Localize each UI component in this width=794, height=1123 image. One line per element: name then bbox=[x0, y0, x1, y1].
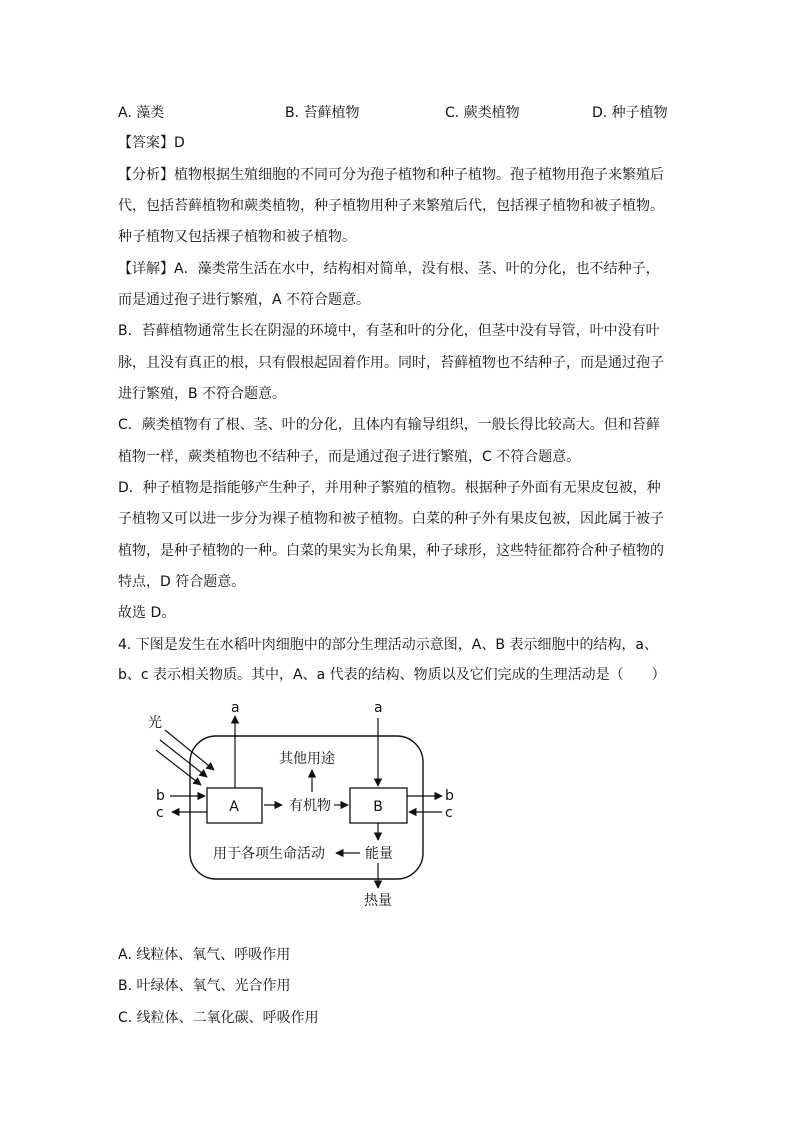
structure-b-label: B bbox=[373, 799, 383, 815]
analysis-line-3: 种子植物又包括裸子植物和被子植物。 bbox=[118, 229, 356, 245]
detail-line-9: 子植物又可以进一步分为裸子植物和被子植物。白菜的种子外有果皮包被，因此属于被子 bbox=[118, 511, 664, 527]
heat-label: 热量 bbox=[364, 893, 392, 909]
option-c-prev: C. 蕨类植物 bbox=[445, 105, 520, 121]
question-4-line-2: b、c 表示相关物质。其中，A、a 代表的结构、物质以及它们完成的生理活动是（ ） bbox=[118, 667, 666, 683]
life-use-label: 用于各项生命活动 bbox=[213, 846, 325, 862]
detail-line-3: B．苔藓植物通常生长在阴湿的环境中，有茎和叶的分化，但茎中没有导管，叶中没有叶 bbox=[118, 323, 660, 339]
energy-label: 能量 bbox=[365, 846, 393, 862]
a-left-label: a bbox=[231, 700, 240, 716]
analysis-line-1: 【分析】植物根据生殖细胞的不同可分为孢子植物和种子植物。孢子植物用孢子来繁殖后 bbox=[118, 167, 664, 183]
b-right-label: b bbox=[445, 788, 454, 804]
analysis-line-2: 代，包括苔藓植物和蕨类植物，种子植物用种子来繁殖后代，包括裸子植物和被子植物。 bbox=[118, 198, 664, 214]
detail-line-5: 进行繁殖，B 不符合题意。 bbox=[118, 386, 287, 402]
option-d-prev: D. 种子植物 bbox=[592, 105, 668, 121]
a-right-label: a bbox=[374, 700, 383, 716]
light-label: 光 bbox=[148, 715, 162, 731]
answer-line: 【答案】D bbox=[118, 135, 185, 151]
detail-line-11: 特点，D 符合题意。 bbox=[118, 574, 246, 590]
question-4-line-1: 4. 下图是发生在水稻叶肉细胞中的部分生理活动示意图，A、B 表示细胞中的结构，a、 bbox=[118, 637, 659, 653]
detail-line-2: 而是通过孢子进行繁殖，A 不符合题意。 bbox=[118, 292, 371, 308]
option-b-prev: B. 苔藓植物 bbox=[285, 105, 360, 121]
c-left-label: c bbox=[156, 805, 164, 821]
detail-line-12: 故选 D。 bbox=[118, 605, 176, 621]
other-use-label: 其他用途 bbox=[279, 751, 335, 767]
c-right-label: c bbox=[445, 805, 453, 821]
option-b-q4: B. 叶绿体、氧气、光合作用 bbox=[118, 978, 291, 994]
structure-a-label: A bbox=[229, 799, 239, 815]
organic-label: 有机物 bbox=[289, 798, 331, 814]
detail-line-10: 植物，是种子植物的一种。白菜的果实为长角果，种子球形，这些特征都符合种子植物的 bbox=[118, 543, 664, 559]
option-a-prev: A. 藻类 bbox=[118, 105, 165, 121]
detail-line-8: D．种子植物是指能够产生种子，并用种子繁殖的植物。根据种子外面有无果皮包被，种 bbox=[118, 480, 661, 496]
detail-line-4: 脉，且没有真正的根，只有假根起固着作用。同时，苔藓植物也不结种子，而是通过孢子 bbox=[118, 355, 664, 371]
detail-line-6: C．蕨类植物有了根、茎、叶的分化，且体内有输导组织，一般长得比较高大。但和苔藓 bbox=[118, 417, 660, 433]
option-a-q4: A. 线粒体、氧气、呼吸作用 bbox=[118, 947, 291, 963]
option-c-q4: C. 线粒体、二氧化碳、呼吸作用 bbox=[118, 1010, 319, 1026]
b-left-label: b bbox=[156, 788, 165, 804]
detail-line-7: 植物一样，蕨类植物也不结种子，而是通过孢子进行繁殖，C 不符合题意。 bbox=[118, 449, 581, 465]
detail-line-1: 【详解】A．藻类常生活在水中，结构相对简单，没有根、茎、叶的分化，也不结种子， bbox=[118, 261, 660, 277]
